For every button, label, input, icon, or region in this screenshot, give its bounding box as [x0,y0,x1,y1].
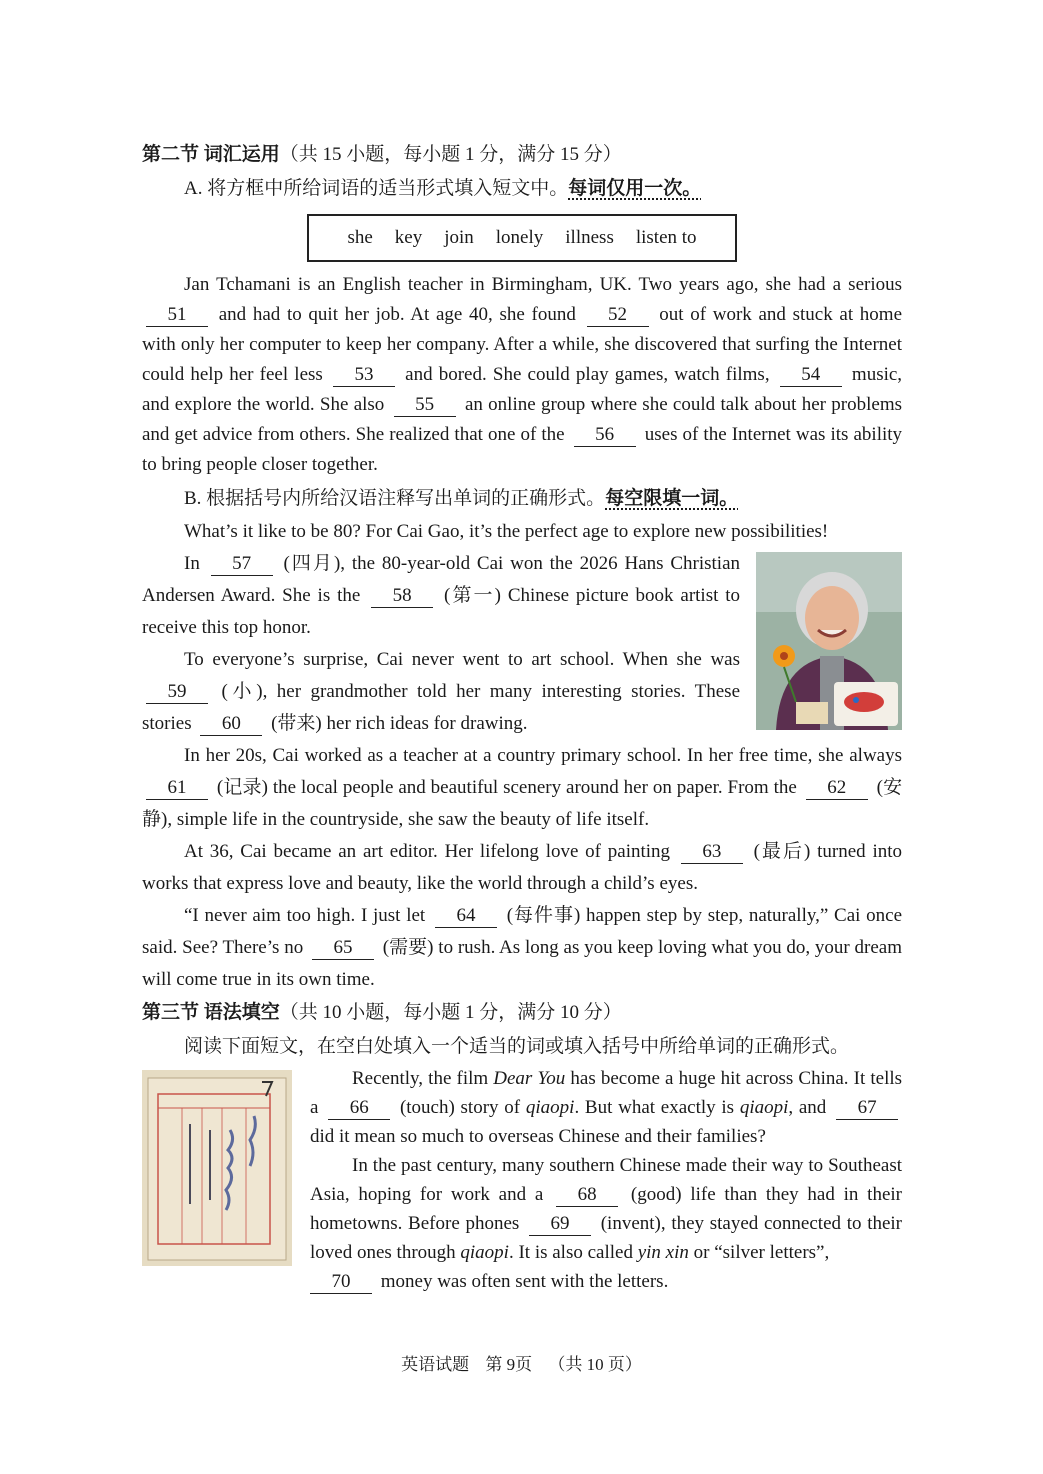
answer-blank-70[interactable]: 70 [310,1271,372,1294]
text-run: . It is also called [508,1242,633,1263]
answer-blank-64[interactable]: 64 [435,905,497,928]
qiaopi-letter-image [142,1070,292,1266]
text-run: uses of the Internet was its ability to bring people closer together. [142,424,903,475]
hint: (第一) [444,585,501,606]
italic-term: qiaopi [460,1242,509,1263]
passage-c-paragraph [142,1267,902,1296]
hint: (每件事) [506,905,581,926]
section3-title [142,998,902,1028]
passage-b-paragraph [142,836,902,900]
text-run: , and [788,1097,827,1118]
text-run: or “silver letters”, [693,1242,830,1263]
section2-title-text: 第二节 词汇运用 [142,144,280,165]
text-run: (invent), they stayed connected to their loved ones through [310,1213,903,1263]
text-run: In her 20s, Cai worked as a teacher at a country primary school. In her free time, she always [184,745,902,766]
text-run: To everyone’s surprise, Cai never went to art school. When she was [184,649,740,670]
hint: (最后) [753,841,811,862]
answer-blank-65[interactable]: 65 [312,937,374,960]
answer-blank-58[interactable]: 58 [371,585,433,608]
text-run: (touch) story of [399,1097,521,1118]
text-run: an online group where she could talk about her problems and get advice from others. She realized that one of the [142,394,903,445]
answer-blank-60[interactable]: 60 [200,713,262,736]
answer-blank-59[interactable]: 59 [146,681,208,704]
word-bank-item: she [347,227,373,248]
hint: (小) [221,681,263,702]
answer-blank-67[interactable]: 67 [836,1097,898,1120]
answer-blank-66[interactable]: 66 [328,1097,390,1120]
text-run: and bored. She could play games, watch films, [405,364,770,385]
text-run: happen step by step, naturally,” Cai once said. See? There’s no [142,905,903,958]
word-bank-box [307,214,737,262]
passage-a-paragraph [142,270,902,480]
passage-a [142,270,902,480]
passage-b-paragraph [142,740,902,836]
answer-blank-53[interactable]: 53 [333,364,395,387]
text-run: Jan Tchamani is an English teacher in Birmingham, UK. Two years ago, she had a serious [184,274,902,295]
word-bank-item: key [394,227,423,248]
text-run: and had to quit her job. At age 40, she found [218,304,576,325]
text-run: money was often sent with the letters. [380,1271,669,1292]
text-run: out of work and stuck at home with only her computer to keep her company. After a while, she discovered that surfing the Internet could help her feel less [142,304,903,385]
partB-instruction [142,482,902,516]
footer-total-pages: （共 10 页） [548,1355,642,1374]
text-run: did it mean so much to overseas Chinese and their families? [310,1126,766,1147]
text-run: , her grandmother told her many interesting stories. These stories [142,681,741,734]
text-run: Recently, the film [352,1068,489,1089]
answer-blank-54[interactable]: 54 [780,364,842,387]
hint: (四月) [283,553,341,574]
footer-page-number: 第 9页 [485,1355,533,1374]
passage-b-paragraph [142,900,902,996]
partA-instruction-text: A. 将方框中所给词语的适当形式填入短文中。 [184,178,569,199]
word-bank-item: listen to [635,227,697,248]
section3-title-text: 第三节 语法填空 [142,1002,280,1023]
answer-blank-57[interactable]: 57 [211,553,273,576]
text-run: turned into works that express love and beauty, like the world through a child’s eyes. [142,841,903,894]
text-run: , simple life in the countryside, she saw the beauty of life itself. [167,809,650,830]
partA-instruction [142,172,902,206]
section2-title-note: （共 15 小题，每小题 1 分，满分 15 分） [279,144,622,165]
cai-gao-photo [756,552,902,730]
hint: (记录) [216,777,268,798]
answer-blank-69[interactable]: 69 [529,1213,591,1236]
hint: (安静) [142,777,903,830]
answer-blank-61[interactable]: 61 [146,777,208,800]
section3-title-note: （共 10 小题，每小题 1 分，满分 10 分） [279,1002,622,1023]
answer-blank-52[interactable]: 52 [587,304,649,327]
word-bank-item: join [444,227,474,248]
section2-title [142,140,902,170]
text-run: Chinese picture book artist to receive this top honor. [142,585,741,638]
hint: (带来) [271,713,322,734]
answer-blank-62[interactable]: 62 [806,777,868,800]
answer-blank-51[interactable]: 51 [146,304,208,327]
partB-instruction-text: B. 根据括号内所给汉语注释写出单词的正确形式。 [184,488,606,509]
page-footer [0,1350,1043,1380]
passage-b [142,516,902,996]
text-run: has become a huge hit across China. It tells a [310,1068,903,1118]
text-run: . But what exactly is [574,1097,735,1118]
page-content [142,140,902,1296]
film-title: Dear You [493,1068,566,1089]
section3-instruction: 阅读下面短文，在空白处填入一个适当的词或填入括号中所给单词的正确形式。 [184,1036,850,1057]
text-run: , the 80-year-old Cai won the 2026 Hans Christian Andersen Award. She is the [142,553,741,606]
hint: (需要) [382,937,434,958]
text-run: In the past century, many southern Chinese made their way to Southeast Asia, hoping for work and a [310,1155,902,1205]
text-run: to rush. As long as you keep loving what you do, your dream will come true in its own time. [142,937,902,990]
answer-blank-56[interactable]: 56 [574,424,636,447]
passage-c [142,1064,902,1296]
partA-instruction-emph: 每词仅用一次。 [568,178,702,199]
passage-b-intro: What’s it like to be 80? For Cai Gao, it’s the perfect age to explore new possibilities! [184,521,829,542]
answer-blank-68[interactable]: 68 [556,1184,618,1207]
text-run: the local people and beautiful scenery around her on paper. From the [272,777,797,798]
text-run: At 36, Cai became an art editor. Her lifelong love of painting [184,841,671,862]
text-run: her rich ideas for drawing. [326,713,528,734]
text-run: “I never aim too high. I just let [184,905,426,926]
word-bank-item: illness [565,227,614,248]
text-run: In [184,553,200,574]
answer-blank-63[interactable]: 63 [681,841,743,864]
word-bank-item: lonely [495,227,544,248]
italic-term: yin xin [637,1242,689,1263]
italic-term: qiaopi [739,1097,789,1118]
text-run: (good) life than they had in their hometowns. Before phones [310,1184,902,1234]
footer-subject: 英语试题 [401,1355,470,1374]
answer-blank-55[interactable]: 55 [394,394,456,417]
italic-term: qiaopi [525,1097,575,1118]
partB-instruction-emph: 每空限填一词。 [605,488,739,509]
text-run: music, and explore the world. She also [142,364,903,415]
